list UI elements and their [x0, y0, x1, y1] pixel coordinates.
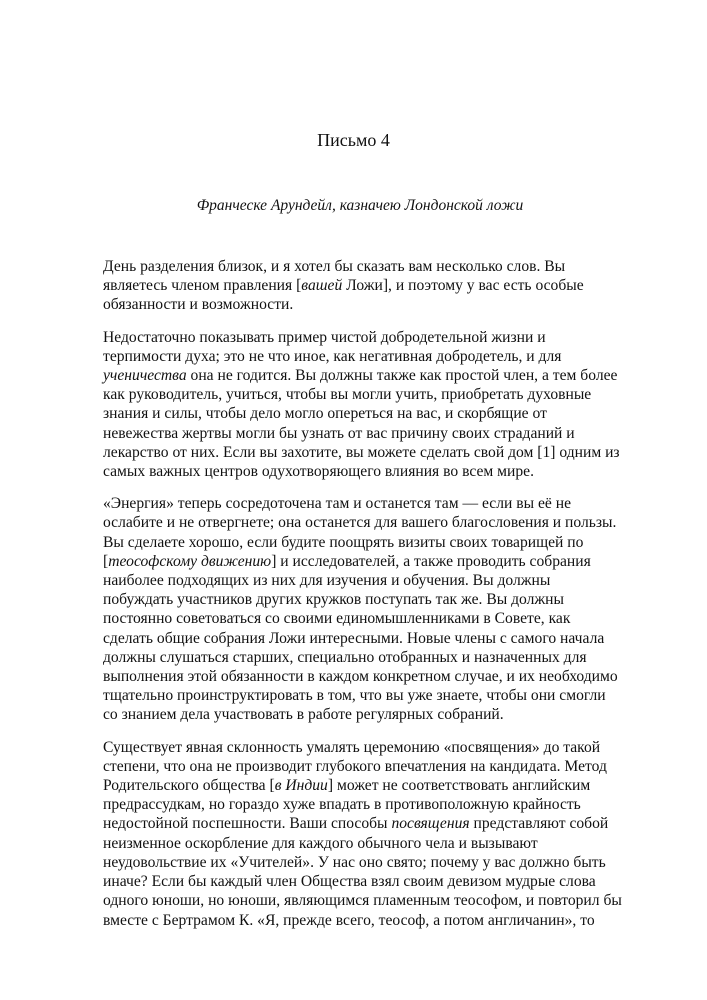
- text-run: ] может не соответствовать английским: [327, 777, 591, 795]
- text-run: она не годится. Вы должны также как простой член, а тем более: [186, 367, 618, 385]
- text-run: Ложи], и поэтому у вас есть особые: [342, 277, 584, 295]
- text-line: [103, 629, 663, 648]
- text-run: недостойной поспешности. Ваши способы: [103, 815, 392, 833]
- text-run: ] и исследователей, а также проводить собрания: [271, 552, 591, 570]
- text-line: [103, 872, 663, 891]
- text-line: [103, 795, 663, 814]
- text-line: [103, 814, 663, 833]
- text-run: сделать общие собрания Ложи интересными. Новые члены с самого начала: [103, 629, 605, 647]
- text-run: иначе? Если бы каждый член Общества взял своим девизом мудрые слова: [103, 873, 596, 891]
- text-run: знания и силы, чтобы дело могло опереться на вас, и скорбящие от: [103, 405, 547, 423]
- text-line: [103, 834, 663, 853]
- text-run: наиболее подходящих из них для изучения и обучения. Вы должны: [103, 572, 551, 590]
- text-line: [103, 571, 663, 590]
- text-line: [103, 513, 663, 532]
- paragraph: [103, 738, 663, 930]
- text-run: неизменное оскорбление для каждого обычного чела и вызывают: [103, 834, 538, 852]
- text-run: побуждать участников других кружков поступать так же. Вы должны: [103, 591, 564, 609]
- text-line: [103, 366, 663, 385]
- text-run: лекарство от них. Если вы захотите, вы можете сделать свой дом [1] одним из: [103, 443, 620, 461]
- text-line: [103, 609, 663, 628]
- paragraph: [103, 494, 663, 724]
- text-run: тщательно проинструктировать в том, что вы уже знаете, чтобы они смогли: [103, 687, 606, 705]
- text-line: [103, 757, 663, 776]
- text-line: [103, 494, 663, 513]
- text-run: самых важных центров одухотворяющего влияния во всем мире.: [103, 463, 534, 481]
- text-run: терпимости духа; это не что иное, как негативная добродетель, и для: [103, 347, 562, 365]
- text-line: [103, 667, 663, 686]
- paragraph: [103, 257, 663, 315]
- text-line: [103, 257, 663, 276]
- text-line: [103, 776, 663, 795]
- text-line: [103, 891, 663, 910]
- text-line: [103, 443, 663, 462]
- text-line: [103, 404, 663, 423]
- text-run: являетесь членом правления [: [103, 277, 302, 295]
- text-run: обязанности и возможности.: [103, 296, 294, 314]
- text-run: степени, что она не производит глубокого впечатления на кандидата. Метод: [103, 757, 607, 775]
- text-run: предрассудкам, но гораздо хуже впадать в противоположную крайность: [103, 796, 581, 814]
- text-line: [103, 462, 663, 481]
- text-run: Недостаточно показывать пример чистой добродетельной жизни и: [103, 328, 546, 346]
- text-line: [103, 328, 663, 347]
- text-run: неудовольствие их «Учителей». У нас оно свято; почему у вас должно быть: [103, 853, 606, 871]
- text-line: [103, 347, 663, 366]
- text-run: Родительского общества [: [103, 777, 275, 795]
- text-run: постоянно советоваться со своими единомышленниками в Совете, как: [103, 610, 571, 628]
- text-run: одного юноши, но юноши, являющимся пламенным теософом, и повторил бы: [103, 892, 622, 910]
- paragraph: [103, 328, 663, 482]
- text-run: [: [103, 552, 109, 570]
- text-line: [103, 648, 663, 667]
- text-line: [103, 552, 663, 571]
- text-line: [103, 911, 663, 930]
- text-line: [103, 738, 663, 757]
- letter-title: Письмо 4: [317, 130, 390, 150]
- text-run: невежества жертвы могли бы узнать от вас причину своих страданий и: [103, 424, 575, 442]
- italic-text: теософскому движению: [108, 552, 272, 570]
- text-run: вместе с Бертрамом К. «Я, прежде всего, теософ, а потом англичанин», то: [103, 911, 595, 929]
- italic-text: ученичества: [103, 367, 187, 385]
- italic-text: посвящения: [391, 815, 470, 833]
- text-line: [103, 590, 663, 609]
- text-run: Существует явная склонность умалять церемонию «посвящения» до такой: [103, 738, 601, 756]
- text-run: со знанием дела участвовать в работе регулярных собраний.: [103, 706, 504, 724]
- text-run: «Энергия» теперь сосредоточена там и останется там — если вы её не: [103, 495, 571, 513]
- italic-text: вашей: [301, 277, 343, 295]
- text-run: выполнения этой обязанности в каждом конкретном случае, и их необходимо: [103, 668, 618, 686]
- text-run: должны слушаться старших, специально отобранных и назначенных для: [103, 648, 587, 666]
- text-line: [103, 424, 663, 443]
- text-line: [103, 295, 663, 314]
- text-run: ослабите и не отвергнете; она останется для вашего благословения и пользы.: [103, 514, 617, 532]
- text-run: Вы сделаете хорошо, если будите поощрять визиты своих товарищей по: [103, 533, 584, 551]
- letter-body: [103, 257, 663, 943]
- text-run: как руководитель, учиться, чтобы вы могли учить, приобретать духовные: [103, 386, 592, 404]
- text-run: представляют собой: [469, 815, 609, 833]
- italic-text: в Индии: [274, 777, 328, 795]
- text-line: [103, 686, 663, 705]
- text-line: [103, 705, 663, 724]
- letter-subtitle: Франческе Арундейл, казначею Лондонской ложи: [196, 197, 524, 214]
- text-run: День разделения близок, и я хотел бы сказать вам несколько слов. Вы: [103, 258, 566, 275]
- text-line: [103, 533, 663, 552]
- text-line: [103, 853, 663, 872]
- text-line: [103, 276, 663, 295]
- text-line: [103, 385, 663, 404]
